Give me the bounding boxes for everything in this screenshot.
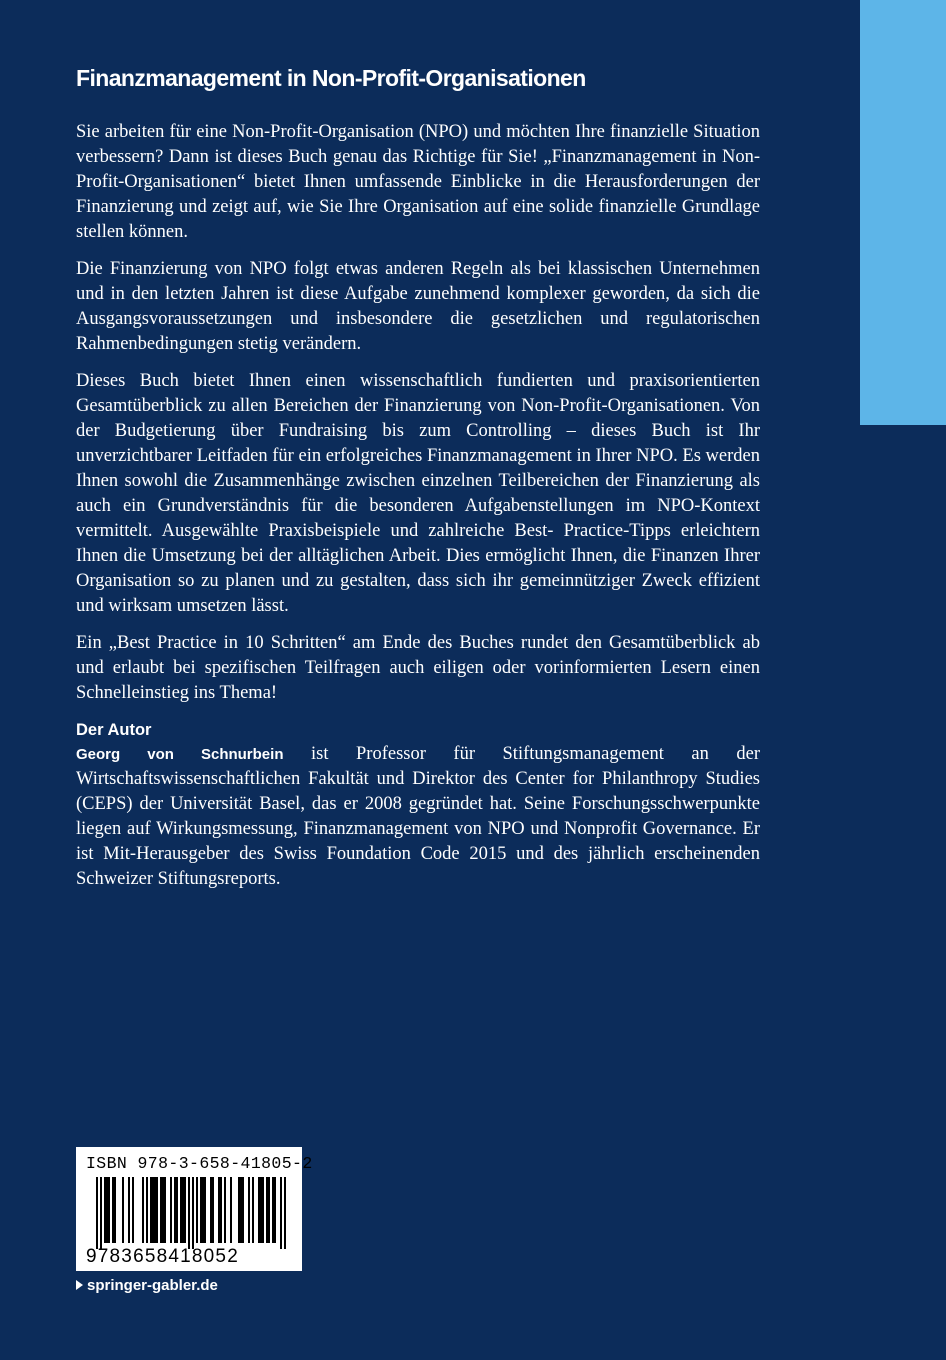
barcode-bar — [242, 1177, 244, 1243]
barcode-bar — [192, 1177, 194, 1249]
barcode-digits: 9783658418052 — [86, 1246, 239, 1267]
barcode-bar — [108, 1177, 110, 1243]
barcode-bar — [196, 1177, 198, 1243]
barcode-bar — [238, 1177, 240, 1243]
barcode-bar — [180, 1177, 182, 1243]
barcode-bar — [284, 1177, 286, 1249]
barcode-bar — [104, 1177, 106, 1243]
barcode-bar — [106, 1177, 108, 1243]
barcode-bar — [268, 1177, 270, 1243]
barcode-bar — [266, 1177, 268, 1243]
barcode-bar — [188, 1177, 190, 1249]
barcode-bar — [146, 1177, 148, 1243]
barcode-bar — [182, 1177, 184, 1243]
barcode-bar — [224, 1177, 226, 1243]
barcode-bar — [122, 1177, 124, 1243]
barcode-bar — [258, 1177, 260, 1243]
barcode-bar — [100, 1177, 102, 1249]
author-bio — [76, 742, 760, 892]
barcode-bar — [184, 1177, 186, 1243]
barcode-bar — [200, 1177, 202, 1243]
barcode-bar — [176, 1177, 178, 1243]
barcode-bar — [114, 1177, 116, 1243]
barcode-bar — [132, 1177, 134, 1243]
description-paragraph: Dieses Buch bietet Ihnen einen wissenschaftlich fundierten und praxisorientierten Gesamtüberblick zu allen Bereichen der Finanzierung von Non-Profit-Organisationen. Von der Budgetierung über Fundraising bis zum Controlling – dieses Buch ist Ihr unverzichtbarer Leitfaden für ein erfolgreiches Finanzmanagement in Ihrer NPO. Es werden Ihnen sowohl die Zusammenhänge zwischen einzelnen Teilbereichen der Finanzierung als auch ein Grundverständnis für die besonderen Aufgabenstellungen im NPO-Kontext vermittelt. Ausgewählte Praxisbeispiele und zahlreiche Best- Practice-Tipps erleichtern Ihnen die Umsetzung bei der alltäglichen Arbeit. Dies ermöglicht Ihnen, die Finanzen Ihrer Organisation so zu planen und zu gestalten, dass sich ihr gemeinnütziger Zweck effizient und wirksam umsetzen lässt. — [76, 371, 760, 616]
barcode-bar — [96, 1177, 98, 1249]
back-cover-content — [76, 62, 760, 904]
author-name: Georg von Schnurbein — [76, 746, 284, 763]
barcode-bar — [262, 1177, 264, 1243]
barcode-bar — [170, 1177, 172, 1243]
barcode-bar — [260, 1177, 262, 1243]
publisher-link[interactable] — [76, 1275, 218, 1297]
barcode-bar — [154, 1177, 156, 1243]
barcode-bar — [204, 1177, 206, 1243]
isbn-barcode — [76, 1147, 313, 1271]
barcode-bar — [272, 1177, 274, 1243]
book-title: Finanzmanagement in Non-Profit-Organisationen — [76, 65, 586, 91]
barcode-bar — [220, 1177, 222, 1243]
barcode-bar — [248, 1177, 250, 1243]
author-bio-text: ist Professor für Stiftungsmanagement an der Wirtschaftswissenschaftlichen Fakultät und Direktor des Center for Philanthropy Studies (CEPS) der Universität Basel, das er 2008 gegründet hat. Seine Forschungsschwerpunkte liegen auf Wirkungsmessung, Finanzmanagement von NPO und Nonprofit Governance. Er ist Mit-Herausgeber des Swiss Foundation Code 2015 und des jährlich erscheinenden Schweizer Stiftungsreports. — [76, 744, 760, 889]
barcode-bar — [152, 1177, 154, 1243]
accent-bar — [860, 0, 946, 425]
barcode-bar — [142, 1177, 144, 1243]
barcode-bar — [240, 1177, 242, 1243]
barcode-bar — [160, 1177, 162, 1243]
barcode-bar — [174, 1177, 176, 1243]
barcode-bar — [128, 1177, 130, 1243]
barcode-bar — [274, 1177, 276, 1243]
barcode-bar — [156, 1177, 158, 1243]
barcode-bar — [280, 1177, 282, 1249]
barcode-bar — [162, 1177, 164, 1243]
barcode-bar — [150, 1177, 152, 1243]
description-paragraph: Sie arbeiten für eine Non-Profit-Organisation (NPO) und möchten Ihre finanzielle Situation verbessern? Dann ist dieses Buch genau das Richtige für Sie! „Finanzmanagement in Non-Profit-Organisationen“ bietet Ihnen umfassende Einblicke in die Herausforderungen der Finanzierung und zeigt auf, wie Sie Ihre Organisation auf eine solide finanzielle Grundlage stellen können. — [76, 122, 760, 242]
barcode-bar — [164, 1177, 166, 1243]
publisher-url: springer-gabler.de — [87, 1277, 218, 1294]
isbn-label: ISBN 978-3-658-41805-2 — [86, 1154, 313, 1173]
barcode-bar — [212, 1177, 214, 1243]
barcode-bar — [112, 1177, 114, 1243]
description-paragraph: Ein „Best Practice in 10 Schritten“ am Ende des Buches rundet den Gesamtüberblick ab und erlaubt bei spezifischen Teilfragen auch eiligen oder vorinformierten Lesern einen Schnelleinstieg ins Thema! — [76, 633, 760, 703]
author-heading: Der Autor — [76, 721, 152, 739]
barcode-bar — [202, 1177, 204, 1243]
barcode-bar — [218, 1177, 220, 1243]
barcode-bar — [252, 1177, 254, 1243]
description-paragraph: Die Finanzierung von NPO folgt etwas anderen Regeln als bei klassischen Unternehmen und in den letzten Jahren ist diese Aufgabe zunehmend komplexer geworden, da sich die Ausgangsvoraussetzungen und insbesondere die gesetzlichen und regulatorischen Rahmenbedingungen stetig verändern. — [76, 259, 760, 354]
barcode-bar — [210, 1177, 212, 1243]
barcode-bar — [230, 1177, 232, 1243]
arrow-right-icon — [76, 1280, 83, 1290]
